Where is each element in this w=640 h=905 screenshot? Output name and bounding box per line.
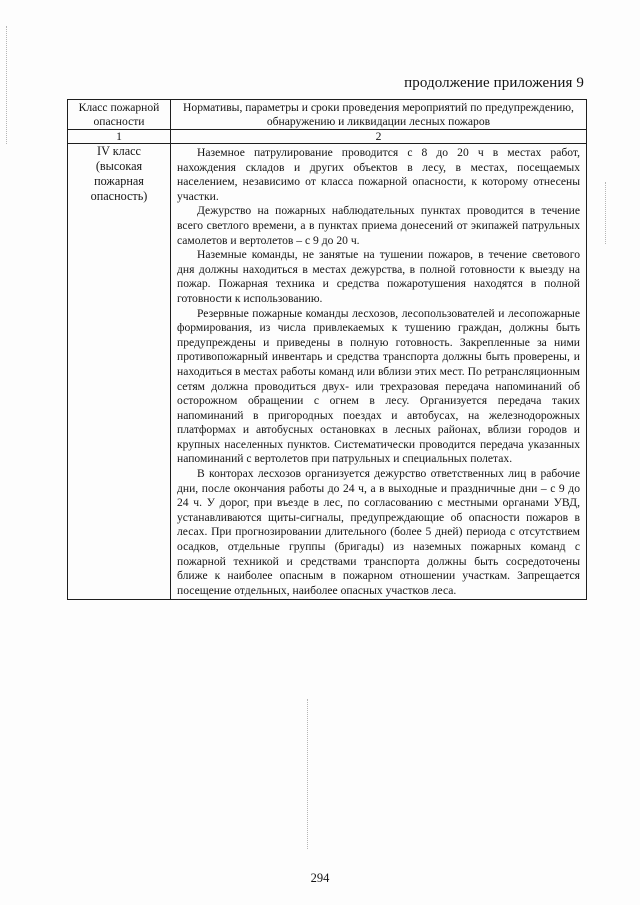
column-number-2: 2: [171, 130, 587, 144]
column-number-1: 1: [68, 130, 171, 144]
appendix-continuation-title: продолжение приложения 9: [404, 75, 584, 91]
paragraph-ground-patrol: Наземное патрулирование проводится с 8 до 20 ч в местах работ, нахождения складов и других объектов в лесу, в местах, посещаемых населением, независимо от класса пожарной опасности, к которому отнесены участки.: [177, 146, 580, 203]
class-line-3: пожарная: [94, 174, 144, 188]
class-line-1: IV класс: [97, 144, 141, 158]
header-fire-danger-class: Класс пожарной опасности: [68, 100, 171, 130]
page-number: 294: [310, 871, 330, 885]
header-standards-measures: Нормативы, параметры и сроки проведения мероприятий по предупреждению, обнаружению и ликвидации лесных пожаров: [171, 100, 587, 130]
column-number-row: [68, 130, 587, 144]
paragraph-observation-posts: Дежурство на пожарных наблюдательных пунктах проводится в течение всего светлого времени, а в пунктах приема донесений от экипажей патрульных самолетов и вертолетов – с 9 до 20 ч.: [177, 204, 580, 247]
paragraph-reserve-teams: Резервные пожарные команды лесхозов, лесопользователей и лесопожарные формирования, из числа привлекаемых к тушению граждан, должны быть предупреждены и приведены в полную готовность. Закрепленные за ними противопожарный инвентарь и средства транспорта должны быть проверены, и находиться в местах работы команд или вблизи этих мест. По ретрансляционным сетям должна проводиться двух- или трехразовая передача напоминаний об осторожном обращении с огнем в лесу. Организуется передача таких напоминаний в пригородных поездах и автобусах, на железнодорожных платформах и автобусных остановках в лесных районах, вблизи городов и крупных населенных пунктов. Систематически проводится передача указанных напоминаний с вертолетов при патрульных и специальных полетах.: [177, 306, 580, 466]
paragraph-ground-teams: Наземные команды, не занятые на тушении пожаров, в течение светового дня должны находиться в местах дежурства, в полной готовности к выезду на пожар. Пожарная техника и средства пожаротушения находятся в полной готовности к использованию.: [177, 248, 580, 305]
scan-margin-line: [6, 26, 7, 144]
class-line-2: (высокая: [95, 159, 143, 173]
measures-cell: [171, 144, 587, 600]
fire-danger-class-cell: [68, 144, 171, 600]
scan-margin-line-right: [605, 182, 606, 244]
class-line-4: опасность): [90, 189, 148, 203]
scan-fold-line: [307, 699, 308, 849]
fire-danger-table: [67, 99, 587, 600]
table-header-row: [68, 100, 587, 130]
table-row-class-4: [68, 144, 587, 600]
paragraph-duty-and-signs: В конторах лесхозов организуется дежурство ответственных лиц в рабочие дни, после окончания работы до 24 ч, а в выходные и праздничные дни – с 9 до 24 ч. У дорог, при въезде в лес, по согласованию с местными органами УВД, устанавливаются щиты-сигналы, предупреждающие об опасности пожаров в лесах. При прогнозировании длительного (более 5 дней) периода с отсутствием осадков, отдельные группы (бригады) из наземных пожарных команд с пожарной техникой и средствами транспорта должны быть сосредоточены ближе к наиболее опасным в пожарном отношении участкам. Запрещается посещение отдельных, наиболее опасных участков леса.: [177, 467, 580, 597]
